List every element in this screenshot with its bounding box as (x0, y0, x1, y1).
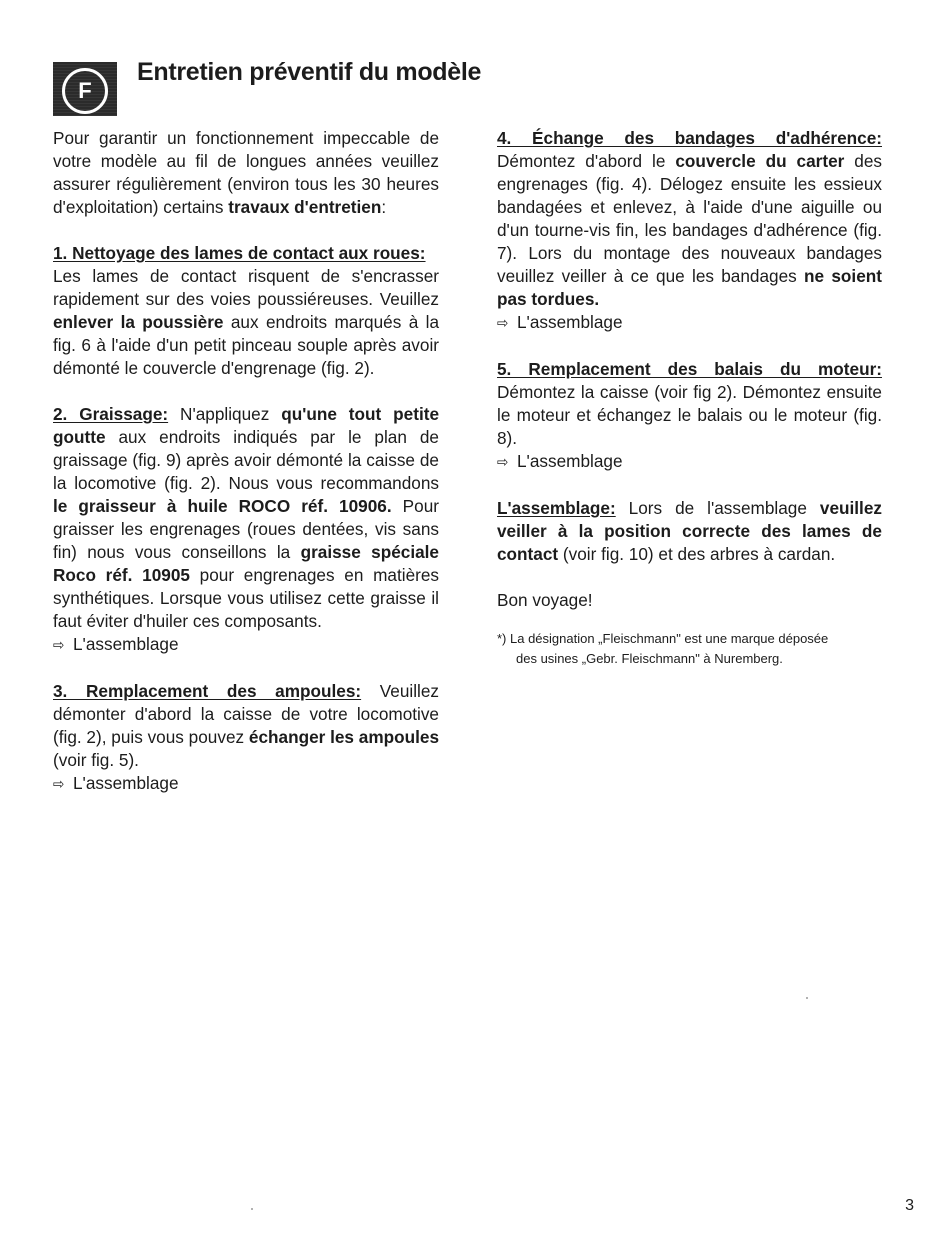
page-title: Entretien préventif du modèle (137, 58, 482, 86)
section-motor-brushes (497, 358, 882, 474)
section-assembly (497, 497, 882, 566)
assembly-ref-traction-tyres (497, 311, 882, 335)
assembly-ref-motor-brushes (497, 450, 882, 474)
section-bulbs (53, 680, 439, 796)
assembly-ref-bulbs (53, 772, 439, 796)
scan-speck (806, 997, 808, 999)
section-assembly-text-1: Lors de l'assemblage (615, 498, 820, 518)
section-motor-brushes-heading: 5. Remplacement des balais du moteur: (497, 359, 882, 379)
section-bulbs-heading: 3. Remplacement des ampoules: (53, 681, 362, 701)
section-motor-brushes-text-1: Démontez la caisse (voir fig 2). Démontez ensuite le moteur et échangez le balais ou le moteur (fig. 8). (497, 382, 882, 448)
section-lubrication-text-1: N'appliquez (168, 404, 282, 424)
section-traction-tyres-text-1: Démontez d'abord le (497, 151, 676, 171)
section-cleaning-bold-1: enlever la poussière (53, 312, 224, 332)
language-badge-letter: F (62, 68, 108, 114)
section-lubrication (53, 403, 439, 657)
section-lubrication-heading: 2. Graissage: (53, 404, 169, 424)
footnote (497, 629, 882, 669)
section-lubrication-text-2: aux endroits indiqués par le plan de graissage (fig. 9) après avoir démonté la caisse de la locomotive (fig. 2). Nous vous recommandons (53, 427, 439, 493)
section-lubrication-text-3: Pour graisser les engrenages (roues dentées, vis sans fin) nous vous conseillons la (53, 496, 439, 562)
section-lubrication-text-4: pour engrenages en matières synthétiques. Lorsque vous utilisez cette graisse il faut éviter d'huiler ces composants. (53, 565, 439, 631)
section-assembly-bold-1: veuillez veiller à la position correcte des lames de contact (497, 498, 882, 564)
intro-bold: travaux d'entretien (228, 197, 382, 217)
section-traction-tyres-heading: 4. Échange des bandages d'adhérence: (497, 128, 882, 148)
language-badge (53, 62, 117, 116)
section-cleaning-text-2: aux endroits marqués à la fig. 6 à l'aide d'un petit pinceau souple après avoir démonté le couvercle d'engrenage (fig. 2). (53, 312, 440, 378)
section-traction-tyres-bold-2: ne soient pas tordues. (497, 266, 882, 309)
section-lubrication-bold-3: graisse spéciale Roco réf. 10905 (53, 542, 439, 585)
assembly-ref-lubrication-label: L'assemblage (73, 634, 179, 654)
hollow-right-arrow-icon: ⇨ (53, 637, 65, 654)
section-assembly-heading: L'assemblage: (497, 498, 616, 518)
section-bulbs-bold-1: échanger les ampoules (248, 727, 439, 747)
right-column (497, 127, 882, 669)
left-column (53, 127, 439, 819)
intro-end: : (381, 197, 387, 217)
hollow-right-arrow-icon: ⇨ (53, 776, 65, 793)
closing-text: Bon voyage! (497, 590, 593, 610)
assembly-ref-traction-tyres-label: L'assemblage (517, 312, 623, 332)
section-cleaning-heading: 1. Nettoyage des lames de contact aux roues: (53, 243, 426, 263)
assembly-ref-motor-brushes-label: L'assemblage (517, 451, 623, 471)
section-bulbs-text-1: Veuillez démonter d'abord la caisse de votre locomotive (fig. 2), puis vous pouvez (53, 681, 439, 747)
section-lubrication-bold-2: le graisseur à huile ROCO réf. 10906. (53, 496, 392, 516)
section-assembly-text-2: (voir fig. 10) et des arbres à cardan. (558, 544, 836, 564)
assembly-ref-lubrication (53, 633, 439, 657)
hollow-right-arrow-icon: ⇨ (497, 315, 509, 332)
page-number: 3 (905, 1197, 914, 1214)
section-cleaning (53, 242, 439, 380)
section-lubrication-bold-1: qu'une tout petite goutte (53, 404, 439, 447)
section-traction-tyres-text-2: des engrenages (fig. 4). Délogez ensuite les essieux bandagées et enlevez, à l'aide d'une aiguille ou d'un tourne-vis fin, les bandages d'adhérence (fig. 7). Lors du montage des nouveaux bandages veuillez veiller à ce que les bandages (497, 151, 882, 286)
section-cleaning-text-1: Les lames de contact risquent de s'encrasser rapidement sur des voies poussiéreuses. Veuillez (53, 266, 439, 309)
hollow-right-arrow-icon: ⇨ (497, 454, 509, 471)
footnote-line-1: *) La désignation „Fleischmann" est une marque déposée (497, 631, 829, 646)
scan-speck (251, 1208, 253, 1210)
assembly-ref-bulbs-label: L'assemblage (73, 773, 179, 793)
intro-text: Pour garantir un fonctionnement impeccable de votre modèle au fil de longues années veuillez assurer régulièrement (environ tous les 30 heures d'exploitation) certains (53, 128, 439, 217)
footnote-line-2: des usines „Gebr. Fleischmann" à Nuremberg. (516, 651, 783, 666)
section-traction-tyres-bold-1: couvercle du carter (675, 151, 845, 171)
section-traction-tyres (497, 127, 882, 335)
section-bulbs-text-2: (voir fig. 5). (53, 750, 139, 770)
intro-paragraph (53, 127, 439, 219)
